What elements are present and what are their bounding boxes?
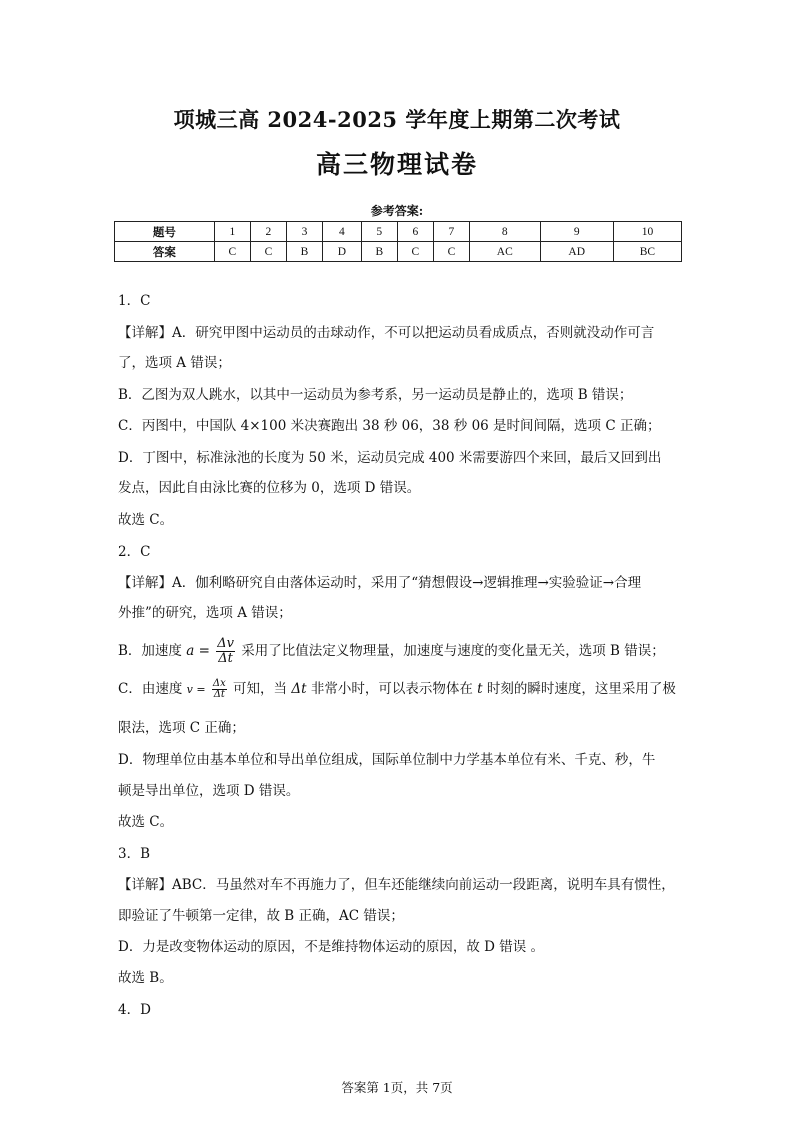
q1-line-3: B．乙图为双人跳水，以其中一运动员为参考系，另一运动员是静止的，选项 B 错误；: [118, 387, 633, 403]
question-number-label: 题号: [115, 222, 215, 242]
question-number-cell: 9: [540, 222, 613, 242]
answer-cell: D: [323, 242, 362, 262]
q1-conclusion: 故选 C。: [118, 512, 174, 528]
q2-line-7: 顿是导出单位，选项 D 错误。: [118, 783, 300, 799]
q1-line-2: 了，选项 A 错误；: [118, 355, 231, 371]
answer-cell: B: [361, 242, 397, 262]
q2-line-2: 外推”的研究，选项 A 错误；: [118, 605, 292, 621]
q2-line-6: D．物理单位由基本单位和导出单位组成，国际单位制中力学基本单位有米、千克、秒，牛: [118, 752, 656, 768]
q2-conclusion: 故选 C。: [118, 814, 174, 830]
acceleration-symbol: a: [186, 643, 195, 659]
acceleration-fraction: [216, 637, 235, 666]
answer-cell: C: [397, 242, 433, 262]
answer-label: 答案: [115, 242, 215, 262]
exam-subtitle: 高三物理试卷: [315, 150, 478, 179]
answer-key-answer-row: [115, 242, 682, 262]
q3-line-3: D．力是改变物体运动的原因，不是维持物体运动的原因，故 D 错误 。: [118, 939, 545, 955]
question-number-cell: 5: [361, 222, 397, 242]
answer-key-number-row: [115, 222, 682, 242]
fraction-denominator: Δt: [218, 651, 233, 666]
fraction-numerator: Δv: [217, 636, 234, 651]
q4-heading: 4．D: [118, 1002, 151, 1018]
answer-cell: AC: [469, 242, 540, 262]
velocity-fraction: [212, 679, 227, 700]
q2-line-3-pre: B．加速度: [118, 643, 182, 659]
question-number-cell: 3: [286, 222, 322, 242]
q1-line-4: C．丙图中，中国队 4×100 米决赛跑出 38 秒 06，38 秒 06 是时间间隔，选项 C 正确；: [118, 418, 661, 434]
q1-line-6: 发点，因此自由泳比赛的位移为 0，选项 D 错误。: [118, 480, 421, 496]
answer-cell: C: [214, 242, 250, 262]
answer-cell: C: [250, 242, 286, 262]
q3-conclusion: 故选 B。: [118, 970, 173, 986]
q2-line-4-post: 时刻的瞬时速度，这里采用了极: [486, 681, 676, 697]
question-number-cell: 8: [469, 222, 540, 242]
answer-key-caption: 参考答案:: [370, 204, 424, 218]
exam-title: 项城三高 2024-2025 学年度上期第二次考试: [173, 107, 621, 132]
fraction-numerator: Δx: [212, 678, 226, 689]
answer-cell: AD: [540, 242, 613, 262]
question-number-cell: 7: [433, 222, 469, 242]
answer-cell: B: [286, 242, 322, 262]
question-number-cell: 1: [214, 222, 250, 242]
answer-key-table: [114, 221, 682, 262]
q2-line-4: [118, 676, 684, 703]
answer-cell: C: [433, 242, 469, 262]
q2-line-3-post: 采用了比值法定义物理量，加速度与速度的变化量无关，选项 B 错误；: [241, 643, 665, 659]
q2-line-1: 【详解】A．伽利略研究自由落体运动时，采用了“猜想假设→逻辑推理→实验验证→合理: [118, 575, 642, 591]
page-footer: 答案第 1页，共 7页: [341, 1080, 453, 1095]
q2-heading: 2．C: [118, 544, 151, 560]
t-symbol: t: [477, 681, 483, 697]
question-number-cell: 4: [323, 222, 362, 242]
delta-t-symbol: Δt: [291, 681, 307, 697]
q1-line-5: D．丁图中，标准泳池的长度为 50 米，运动员完成 400 米需要游四个来回，最后又回到出: [118, 450, 662, 466]
velocity-symbol: v: [186, 683, 193, 696]
q2-line-4-mid: 可知，当: [233, 681, 288, 697]
equals-sign: =: [192, 683, 206, 696]
answer-cell: BC: [613, 242, 681, 262]
q3-line-2: 即验证了牛顿第一定律，故 B 正确，AC 错误；: [118, 908, 404, 924]
fraction-denominator: Δt: [213, 689, 225, 700]
q3-heading: 3．B: [118, 846, 151, 862]
q1-heading: 1．C: [118, 293, 151, 309]
q1-line-1: 【详解】A．研究甲图中运动员的击球动作，不可以把运动员看成质点，否则就没动作可言: [118, 325, 655, 341]
q2-line-4-pre: C．由速度: [118, 681, 183, 697]
equals-sign: =: [194, 643, 210, 659]
q2-line-3: [118, 634, 684, 668]
q3-line-1: 【详解】ABC．马虽然对车不再施力了，但车还能继续向前运动一段距离，说明车具有惯性，: [118, 877, 675, 893]
q2-line-4-mid2: 非常小时，可以表示物体在: [310, 681, 473, 697]
question-number-cell: 6: [397, 222, 433, 242]
question-number-cell: 2: [250, 222, 286, 242]
q2-line-5: 限法，选项 C 正确；: [118, 720, 245, 736]
question-number-cell: 10: [613, 222, 681, 242]
